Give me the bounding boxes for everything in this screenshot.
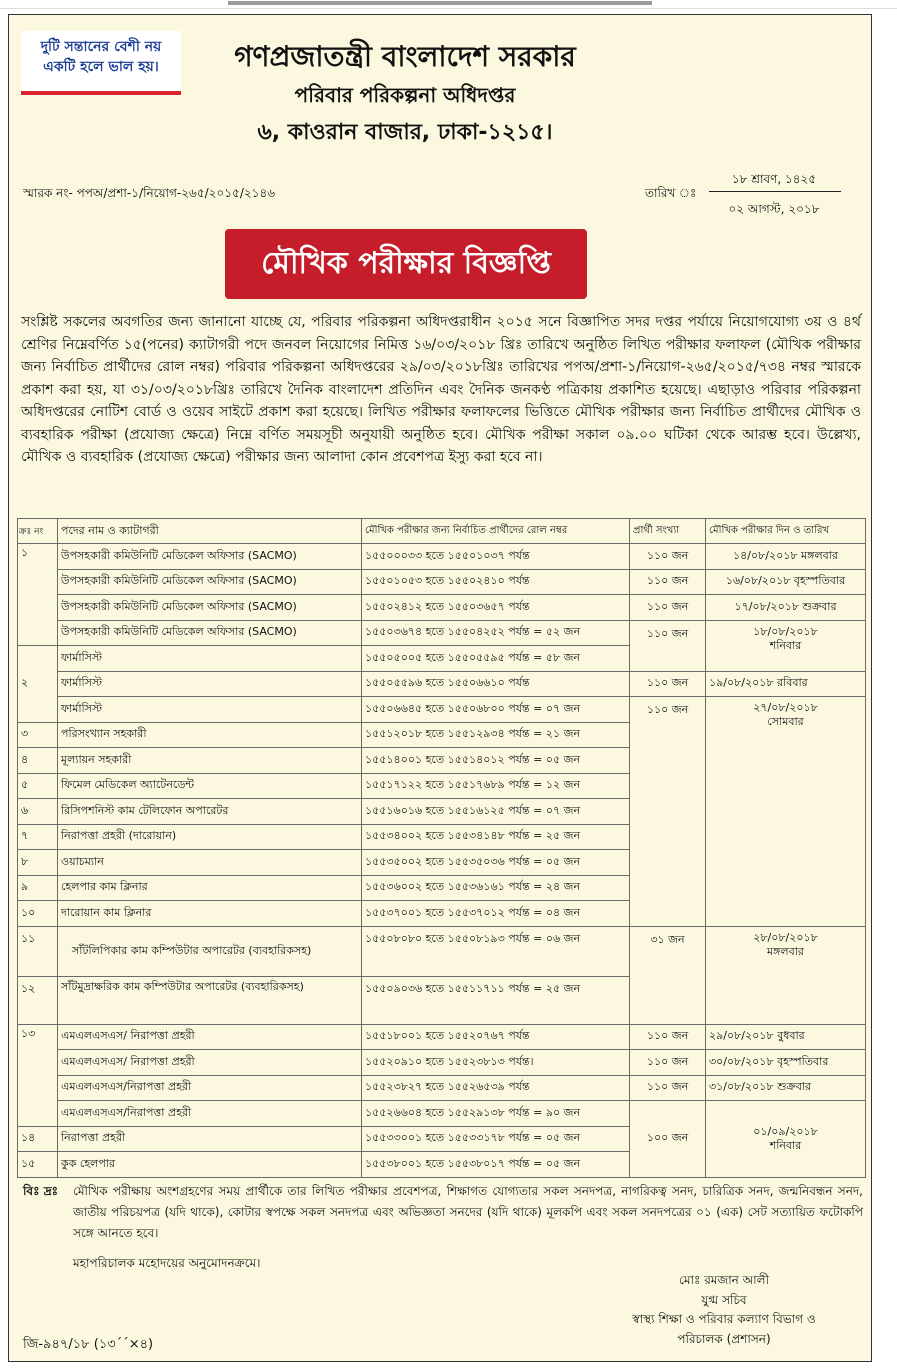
post-cell: উপসহকারী কমিউনিটি মেডিকেল অফিসার (SACMO) bbox=[58, 569, 362, 595]
roll-cell: ১৫৫৩৮০০১ হতে ১৫৫৩৮০১৭ পর্যন্ত = ০৫ জন bbox=[362, 1152, 630, 1178]
date-line: ০১/০৯/২০১৮ bbox=[753, 1124, 818, 1138]
date-line: ২৮/০৮/২০১৮ bbox=[753, 930, 818, 944]
post-cell: মূল্যায়ন সহকারী bbox=[58, 748, 362, 774]
post-cell: হেলপার কাম ক্লিনার bbox=[58, 875, 362, 901]
header-roll: মৌখিক পরীক্ষার জন্য নির্বাচিত প্রার্থীদের রোল নম্বর bbox=[362, 519, 630, 544]
table-row bbox=[18, 1024, 866, 1050]
memo-reference: স্মারক নং- পপঅ/প্রশা-১/নিয়োগ-২৬৫/২০১৫/২১৪৬ bbox=[23, 186, 276, 200]
post-cell: কুক হেলপার bbox=[58, 1152, 362, 1178]
serial-cell: ৭ bbox=[18, 824, 58, 850]
serial-cell: ৩ bbox=[18, 722, 58, 748]
table-row bbox=[18, 620, 866, 646]
post-cell: সাঁটমুদ্রাক্ষরিক কাম কম্পিউটার অপারেটর (ব্যবহারিকসহ) bbox=[58, 976, 362, 1024]
top-edge-strip bbox=[228, 1, 652, 5]
serial-cell: ৫ bbox=[18, 773, 58, 799]
roll-cell: ১৫৫১৭১২২ হতে ১৫৫১৭৬৮৯ পর্যন্ত = ১২ জন bbox=[362, 773, 630, 799]
roll-cell: ১৫৫১৮০০১ হতে ১৫৫২০৭৬৭ পর্যন্ত bbox=[362, 1024, 630, 1050]
count-cell: ১১০ জন bbox=[630, 620, 706, 671]
header-sl: ক্রঃ নং bbox=[18, 519, 58, 544]
table-row bbox=[18, 544, 866, 570]
date-cell: ১৭/০৮/২০১৮ শুক্রবার bbox=[706, 595, 866, 621]
date-cell: ১৪/০৮/২০১৮ মঙ্গলবার bbox=[706, 544, 866, 570]
note-text: মৌখিক পরীক্ষায় অংশগ্রহণের সময় প্রার্থীকে তার লিখিত পরীক্ষার প্রবেশপত্র, শিক্ষাগত যোগ্যতার সকল সনদপত্র, নাগরিকত্ব সনদ, চারিত্রিক সনদ, জন্মনিবন্ধন সনদ, জাতীয় পরিচয়পত্র (যদি থাকে), কোটার স্বপক্ষে সকল সনদপত্র এবং অভিজ্ঞতা সনদের (যদি থাকে) মূলকপি এবং সকল সনদপত্রের ০১ (এক) সেট সত্যায়িত ফটোকপি সঙ্গে আনতে হবে। bbox=[73, 1184, 863, 1240]
post-cell: এমএলএসএস/ নিরাপত্তা প্রহরী bbox=[58, 1024, 362, 1050]
post-cell: ওয়াচম্যান bbox=[58, 850, 362, 876]
roll-cell: ১৫৫১২০১৮ হতে ১৫৫১২৯৩৪ পর্যন্ত = ২১ জন bbox=[362, 722, 630, 748]
count-cell: ১০০ জন bbox=[630, 1101, 706, 1178]
print-code: জি-৯৪৭/১৮ (১৩´´×৪) bbox=[23, 1337, 154, 1352]
roll-cell: ১৫৫০৯০৩৬ হতে ১৫৫১১৭১১ পর্যন্ত = ২৫ জন bbox=[362, 976, 630, 1024]
count-cell: ১১০ জন bbox=[630, 544, 706, 570]
post-cell: পরিসংখ্যান সহকারী bbox=[58, 722, 362, 748]
date-cell: ২৯/০৮/২০১৮ বুধবার bbox=[706, 1024, 866, 1050]
date-cell bbox=[706, 1101, 866, 1178]
table-row bbox=[18, 1101, 866, 1127]
date-line: ১৮/০৮/২০১৮ bbox=[753, 624, 818, 638]
roll-cell: ১৫৫৩৭০০১ হতে ১৫৫৩৭০১২ পর্যন্ত = ০৪ জন bbox=[362, 901, 630, 927]
roll-cell: ১৫৫০৮০৮০ হতে ১৫৫০৮১৯৩ পর্যন্ত = ০৬ জন bbox=[362, 926, 630, 976]
post-cell: ফার্মাসিস্ট bbox=[58, 671, 362, 697]
post-cell: নিরাপত্তা প্রহরী (দারোয়ান) bbox=[58, 824, 362, 850]
header-post: পদের নাম ও ক্যাটাগরী bbox=[58, 519, 362, 544]
header-date: মৌখিক পরীক্ষার দিন ও তারিখ bbox=[706, 519, 866, 544]
post-cell: এমএলএসএস/ নিরাপত্তা প্রহরী bbox=[58, 1050, 362, 1076]
roll-cell: ১৫৫০৬৬৪৫ হতে ১৫৫০৬৮০০ পর্যন্ত = ০৭ জন bbox=[362, 697, 630, 723]
count-cell: ১১০ জন bbox=[630, 697, 706, 927]
roll-cell: ১৫৫৩৩০০১ হতে ১৫৫৩৩১৭৮ পর্যন্ত = ০৫ জন bbox=[362, 1126, 630, 1152]
date-cell: ৩১/০৮/২০১৮ শুক্রবার bbox=[706, 1075, 866, 1101]
header-count: প্রার্থী সংখ্যা bbox=[630, 519, 706, 544]
weekday-line: শনিবার bbox=[769, 1138, 802, 1152]
count-cell: ১১০ জন bbox=[630, 595, 706, 621]
notice-title-banner bbox=[225, 229, 587, 299]
date-cell: ৩০/০৮/২০১৮ বৃহস্পতিবার bbox=[706, 1050, 866, 1076]
date-cell: ১৯/০৮/২০১৮ রবিবার bbox=[706, 671, 866, 697]
roll-cell: ১৫৫০১০৫৩ হতে ১৫৫০২৪১০ পর্যন্ত bbox=[362, 569, 630, 595]
post-cell: উপসহকারী কমিউনিটি মেডিকেল অফিসার (SACMO) bbox=[58, 595, 362, 621]
post-cell: দারোয়ান কাম ক্লিনার bbox=[58, 901, 362, 927]
roll-cell: ১৫৫১৬০১৬ হতে ১৫৫১৬১২৫ পর্যন্ত = ০৭ জন bbox=[362, 799, 630, 825]
signatory-role: পরিচালক (প্রশাসন) bbox=[677, 1331, 771, 1346]
roll-cell: ১৫৫৩৪০০২ হতে ১৫৫৩৪১৪৮ পর্যন্ত = ২৫ জন bbox=[362, 824, 630, 850]
post-cell: ফার্মাসিস্ট bbox=[58, 646, 362, 672]
department-name: পরিবার পরিকল্পনা অধিদপ্তর bbox=[294, 83, 516, 107]
notice-page bbox=[8, 14, 872, 1362]
serial-cell: ১০ bbox=[18, 901, 58, 927]
serial-cell: ৮ bbox=[18, 850, 58, 876]
motto-line-2: একটি হলে ভাল হয়। bbox=[43, 59, 159, 75]
roll-cell: ১৫৫১৪০০১ হতে ১৫৫১৪০১২ পর্যন্ত = ০৫ জন bbox=[362, 748, 630, 774]
serial-cell: ১১ bbox=[18, 926, 58, 976]
weekday-line: সোমবার bbox=[767, 715, 804, 728]
office-address: ৬, কাওরান বাজার, ঢাকা-১২১৫। bbox=[257, 120, 553, 145]
signatory-title: যুগ্ম সচিব bbox=[701, 1292, 747, 1307]
table-row bbox=[18, 697, 866, 723]
family-planning-motto bbox=[21, 31, 181, 95]
count-cell: ৩১ জন bbox=[630, 926, 706, 1024]
date-bangla: ১৮ শ্রাবণ, ১৪২৫ bbox=[731, 172, 817, 186]
table-row bbox=[18, 1075, 866, 1101]
post-cell: সাঁটলিপিকার কাম কম্পিউটার অপারেটর (ব্যবহারিকসহ) bbox=[58, 926, 362, 976]
count-cell: ১১০ জন bbox=[630, 671, 706, 697]
post-cell: রিসিপশনিস্ট কাম টেলিফোন অপারেটর bbox=[58, 799, 362, 825]
table-row bbox=[18, 671, 866, 697]
serial-cell: ১৫ bbox=[18, 1152, 58, 1178]
post-cell: উপসহকারী কমিউনিটি মেডিকেল অফিসার (SACMO) bbox=[58, 544, 362, 570]
serial-cell: ৬ bbox=[18, 799, 58, 825]
signatory-ministry: স্বাস্থ্য শিক্ষা ও পরিবার কল্যাণ বিভাগ ও bbox=[632, 1312, 816, 1326]
government-title: গণপ্রজাতন্ত্রী বাংলাদেশ সরকার bbox=[234, 40, 576, 73]
top-edge bbox=[0, 0, 897, 9]
note-label: বিঃ দ্রঃ bbox=[23, 1184, 59, 1198]
roll-cell: ১৫৫২৬৬০৪ হতে ১৫৫২৯১৩৮ পর্যন্ত = ৯০ জন bbox=[362, 1101, 630, 1127]
serial-cell: ১২ bbox=[18, 976, 58, 1024]
serial-cell: ২ bbox=[18, 646, 58, 723]
count-cell: ১১০ জন bbox=[630, 1050, 706, 1076]
signature-block bbox=[599, 1271, 849, 1349]
notice-body: সংশ্লিষ্ট সকলের অবগতির জন্য জানানো যাচ্ছে যে, পরিবার পরিকল্পনা অধিদপ্তরাধীন ২০১৫ সনে বিজ্ঞাপিত সদর দপ্তর পর্যায়ে নিয়োগযোগ্য ৩য় ও ৪র্থ শ্রেণির নিম্নেবর্ণিত ১৫(পনের) ক্যাটাগরী পদে জনবল নিয়োগের নিমিত্ত ১৬/০৩/২০১৮ খ্রিঃ তারিখে অনুষ্ঠিত লিখিত পরীক্ষার ফলাফল (মৌখিক পরীক্ষার জন্য নির্বাচিত প্রার্থীদের রোল নম্বর) পরিবার পরিকল্পনা অধিদপ্তরের ২৯/০৩/২০১৮খ্রিঃ তারিখের পপঅ/প্রশা-১/নিয়োগ-২৬৫/২০১৫/৭৩৪ নম্বর স্মারকে প্রকাশ করা হয়, যা ৩১/০৩/২০১৮খ্রিঃ তারিখে দৈনিক বাংলাদেশ প্রতিদিন এবং দৈনিক জনকণ্ঠ পত্রিকায় প্রকাশিত হয়েছে। এছাড়াও পরিবার পরিকল্পনা অধিদপ্তরের নোটিশ বোর্ড ও ওয়েব সাইটে প্রকাশ করা হয়েছে। লিখিত পরীক্ষার ফলাফলের ভিত্তিতে মৌখিক পরীক্ষার জন্য নির্বাচিত প্রার্থীদের মৌখিক ও ব্যবহারিক পরীক্ষা (প্রযোজ্য ক্ষেত্রে) নিম্নে বর্ণিত সময়সূচী অনুযায়ী অনুষ্ঠিত হবে। মৌখিক পরীক্ষা সকাল ০৯.০০ ঘটিকা থেকে আরম্ভ হবে। উল্লেখ্য, মৌখিক ও ব্যবহারিক (প্রযোজ্য ক্ষেত্রে) পরীক্ষার জন্য আলাদা কোন প্রবেশপত্র ইস্যু করা হবে না। bbox=[21, 314, 861, 465]
signatory-name: মোঃ রমজান আলী bbox=[678, 1273, 770, 1287]
date-cell bbox=[706, 926, 866, 1024]
weekday-line: মঙ্গলবার bbox=[767, 944, 804, 958]
roll-cell: ১৫৫০৫৫৯৬ হতে ১৫৫০৬৬১০ পর্যন্ত bbox=[362, 671, 630, 697]
date-line: ২৭/০৮/২০১৮ bbox=[753, 701, 818, 714]
interview-schedule-table bbox=[17, 518, 866, 1178]
table-row bbox=[18, 595, 866, 621]
serial-cell: ১৪ bbox=[18, 1126, 58, 1152]
serial-cell: ৪ bbox=[18, 748, 58, 774]
serial-cell: ১৩ bbox=[18, 1024, 58, 1126]
roll-cell: ১৫৫৩৬০০২ হতে ১৫৫৩৬১৬১ পর্যন্ত = ২৪ জন bbox=[362, 875, 630, 901]
date-label: তারিখ ঃ bbox=[645, 186, 697, 200]
notice-title: মৌখিক পরীক্ষার বিজ্ঞপ্তি bbox=[261, 245, 551, 281]
roll-cell: ১৫৫০৫০০৫ হতে ১৫৫০৫৫৯৫ পর্যন্ত = ৫৮ জন bbox=[362, 646, 630, 672]
roll-cell: ১৫৫০০০৩৩ হতে ১৫৫০১০৩৭ পর্যন্ত bbox=[362, 544, 630, 570]
table-header-row bbox=[18, 519, 866, 544]
weekday-line: শনিবার bbox=[769, 638, 802, 652]
approval-line: মহাপরিচালক মহোদয়ের অনুমোদনক্রমে। bbox=[73, 1256, 261, 1270]
post-cell: এমএলএসএস/নিরাপত্তা প্রহরী bbox=[58, 1075, 362, 1101]
roll-cell: ১৫৫০৩৬৭৪ হতে ১৫৫০৪২৫২ পর্যন্ত = ৫২ জন bbox=[362, 620, 630, 646]
post-cell: ফিমেল মেডিকেল অ্যাটেনডেন্ট bbox=[58, 773, 362, 799]
serial-cell: ১ bbox=[18, 544, 58, 646]
table-row bbox=[18, 1050, 866, 1076]
post-cell: উপসহকারী কমিউনিটি মেডিকেল অফিসার (SACMO) bbox=[58, 620, 362, 646]
roll-cell: ১৫৫৩৫০০২ হতে ১৫৫৩৫০৩৬ পর্যন্ত = ০৫ জন bbox=[362, 850, 630, 876]
date-cell: ১৬/০৮/২০১৮ বৃহস্পতিবার bbox=[706, 569, 866, 595]
roll-cell: ১৫৫২০৯১০ হতে ১৫৫২৩৮১৩ পর্যন্ত। bbox=[362, 1050, 630, 1076]
post-cell: নিরাপত্তা প্রহরী bbox=[58, 1126, 362, 1152]
roll-cell: ১৫৫২৩৮২৭ হতে ১৫৫২৬৫৩৯ পর্যন্ত bbox=[362, 1075, 630, 1101]
date-cell bbox=[706, 697, 866, 927]
table-row bbox=[18, 569, 866, 595]
count-cell: ১১০ জন bbox=[630, 569, 706, 595]
post-cell: এমএলএসএস/নিরাপত্তা প্রহরী bbox=[58, 1101, 362, 1127]
roll-cell: ১৫৫০২৪১২ হতে ১৫৫০৩৬৫৭ পর্যন্ত bbox=[362, 595, 630, 621]
post-cell: ফার্মাসিস্ট bbox=[58, 697, 362, 723]
count-cell: ১১০ জন bbox=[630, 1024, 706, 1050]
count-cell: ১১০ জন bbox=[630, 1075, 706, 1101]
table-row bbox=[18, 926, 866, 976]
date-gregorian: ০২ আগস্ট, ২০১৮ bbox=[728, 202, 820, 216]
serial-cell: ৯ bbox=[18, 875, 58, 901]
date-divider bbox=[709, 191, 841, 192]
motto-line-1: দুটি সন্তানের বেশী নয় bbox=[40, 39, 162, 55]
date-cell bbox=[706, 620, 866, 671]
